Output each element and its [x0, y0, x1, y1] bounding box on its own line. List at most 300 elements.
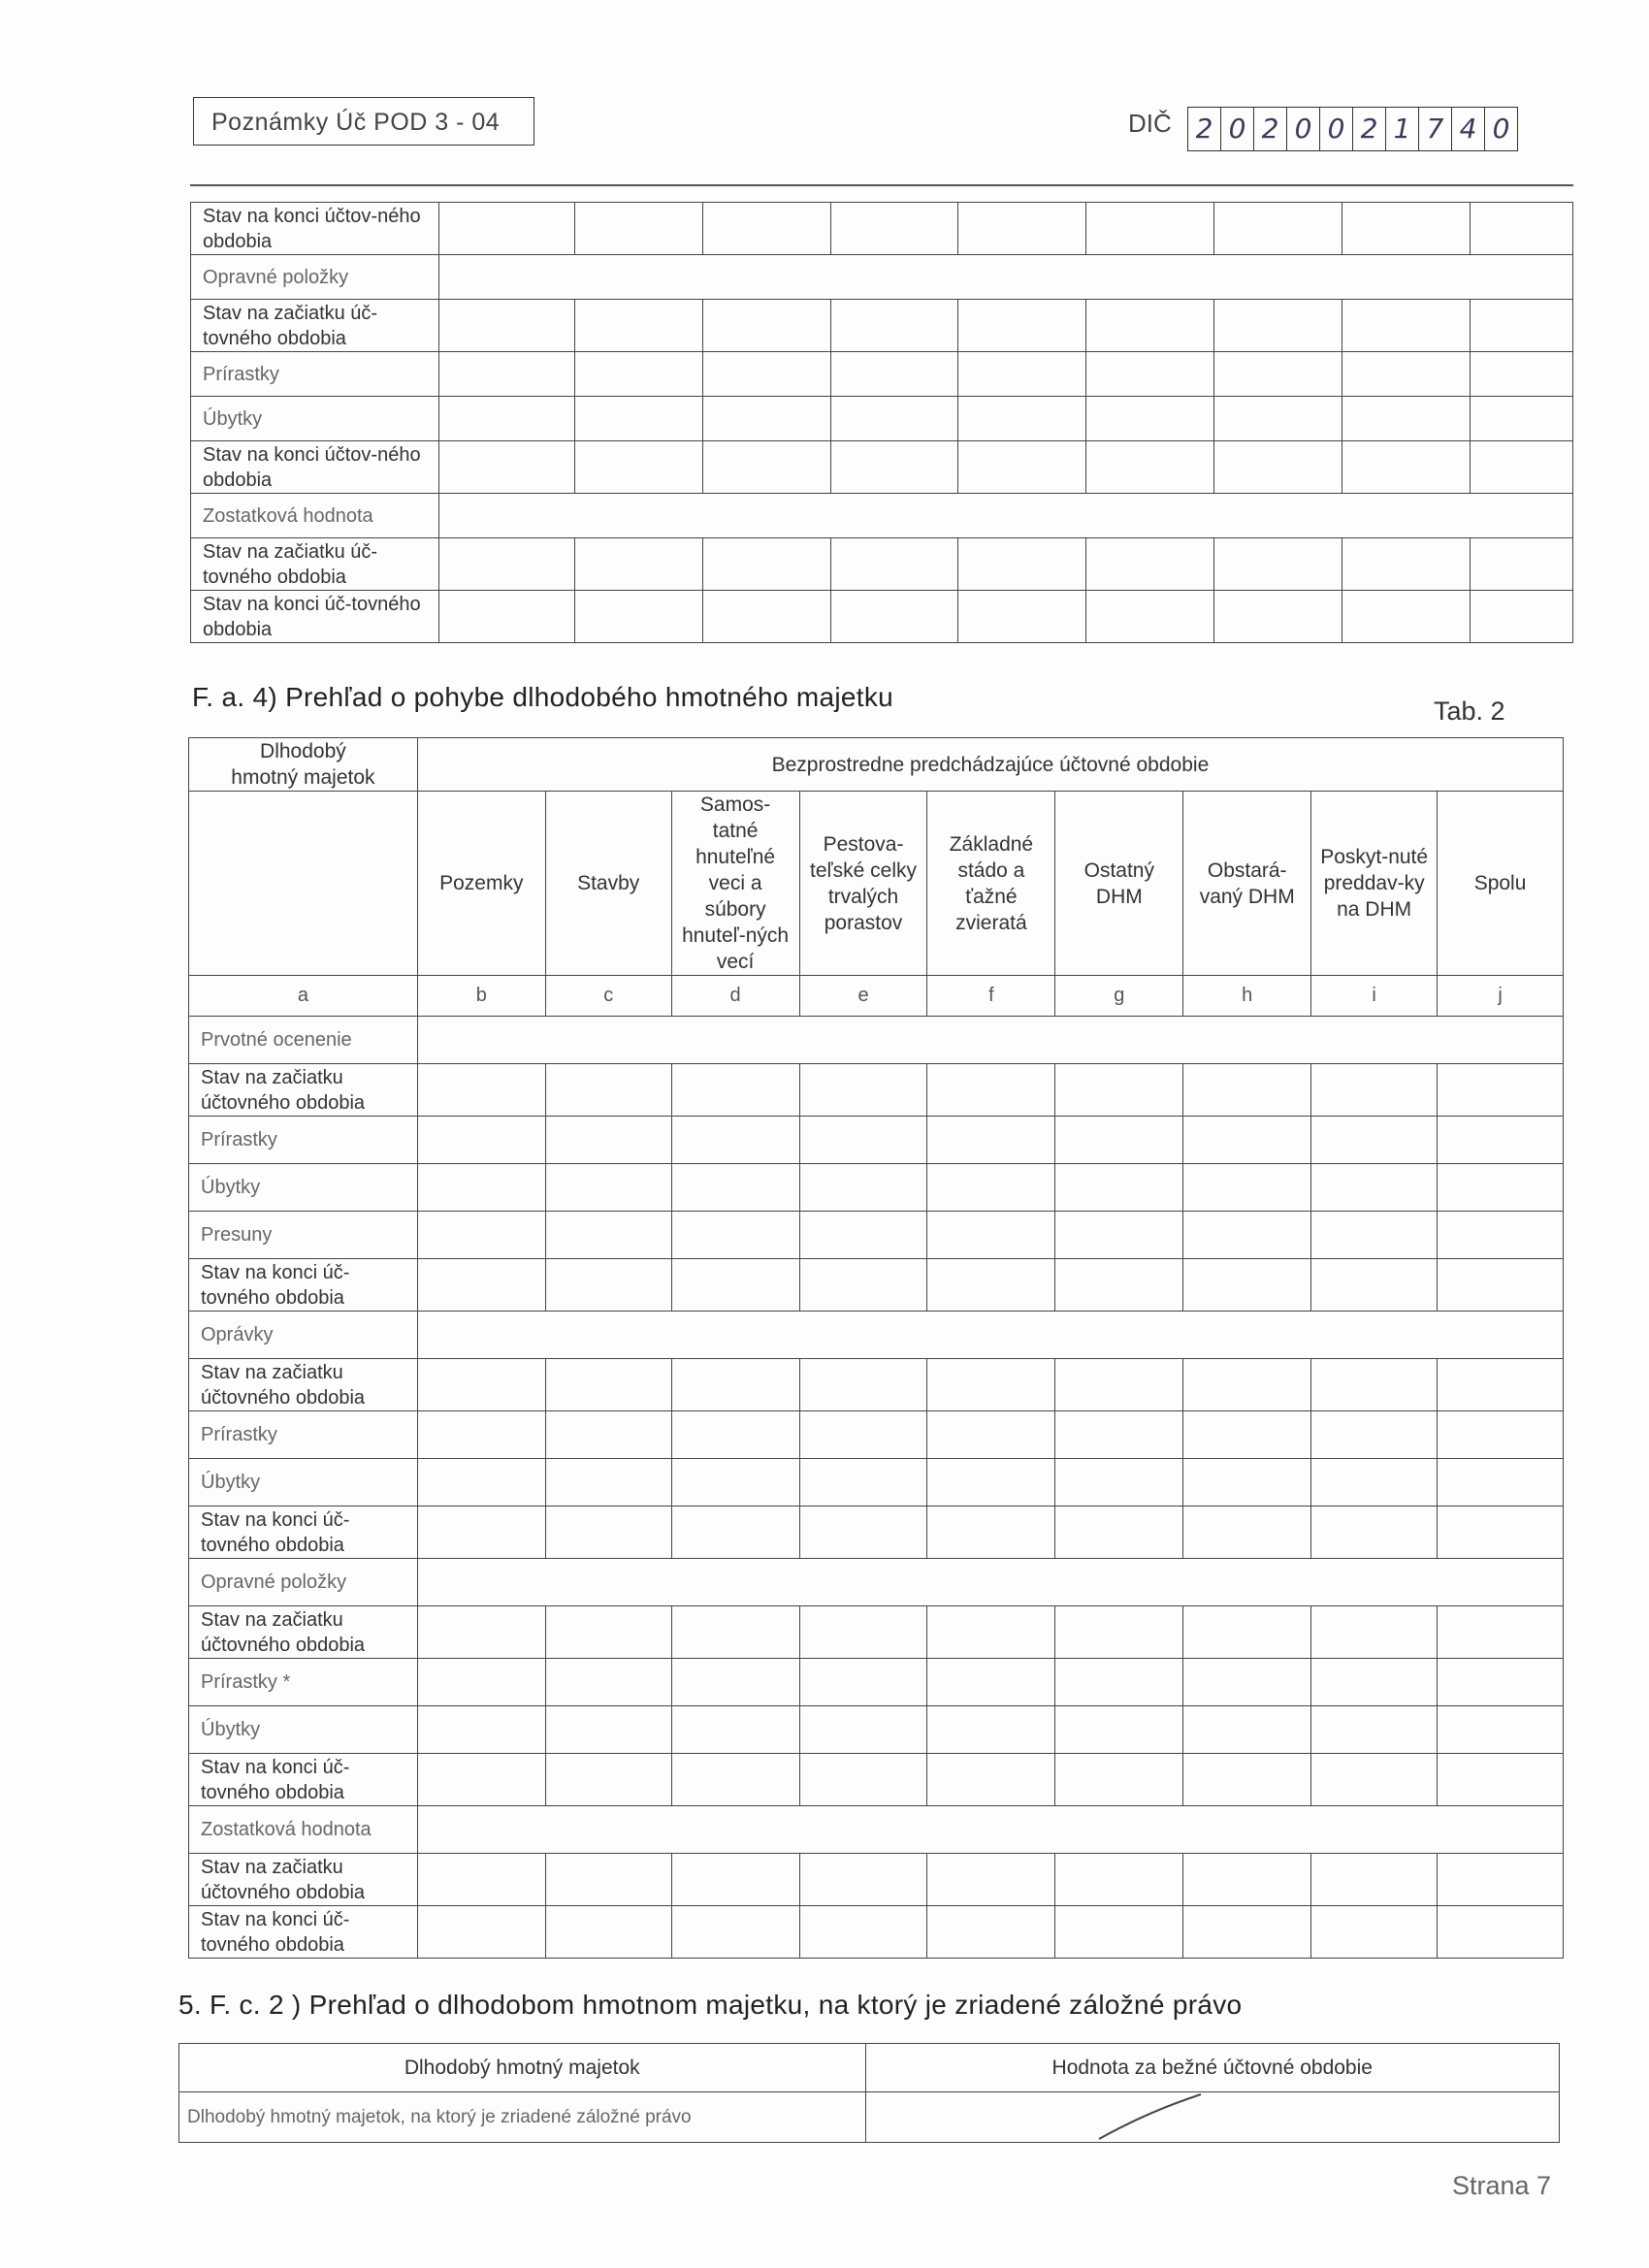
row-label: Oprávky	[189, 1312, 418, 1359]
pledge-table	[178, 2043, 1560, 2143]
value-cell[interactable]	[671, 1754, 799, 1806]
table-row	[189, 1906, 1564, 1959]
value-cell[interactable]	[958, 441, 1086, 494]
value-cell[interactable]	[1438, 1411, 1564, 1459]
value-cell[interactable]	[417, 1906, 545, 1959]
value-cell[interactable]	[671, 1459, 799, 1507]
value-cell[interactable]	[417, 1259, 545, 1312]
row-label: Zostatková hodnota	[189, 1806, 418, 1854]
value-cell[interactable]	[799, 1212, 927, 1259]
column-letter: d	[671, 976, 799, 1017]
value-cell[interactable]	[545, 1212, 671, 1259]
column-letter: e	[799, 976, 927, 1017]
value-cell[interactable]	[1311, 1507, 1438, 1559]
value-cell[interactable]	[1055, 1754, 1183, 1806]
value-cell[interactable]	[1342, 591, 1471, 643]
value-cell[interactable]	[799, 1064, 927, 1117]
value-cell[interactable]	[545, 1606, 671, 1659]
value-cell[interactable]	[702, 441, 830, 494]
value-cell[interactable]	[799, 1459, 927, 1507]
value-cell[interactable]	[1311, 1212, 1438, 1259]
value-cell[interactable]	[958, 591, 1086, 643]
value-cell[interactable]	[799, 1854, 927, 1906]
value-cell[interactable]	[1055, 1854, 1183, 1906]
value-cell[interactable]	[799, 1606, 927, 1659]
tab-label: Tab. 2	[1434, 697, 1505, 726]
value-cell[interactable]	[958, 397, 1086, 441]
value-cell[interactable]	[545, 1064, 671, 1117]
value-cell[interactable]	[1438, 1259, 1564, 1312]
row-label: Prírastky *	[189, 1659, 418, 1706]
section-cell	[417, 1806, 1563, 1854]
value-cell[interactable]	[671, 1064, 799, 1117]
table-row	[189, 1507, 1564, 1559]
table-row	[191, 203, 1573, 255]
value-cell[interactable]	[1471, 538, 1573, 591]
value-cell[interactable]	[1055, 1411, 1183, 1459]
table-row	[189, 1706, 1564, 1754]
value-cell[interactable]	[958, 538, 1086, 591]
value-cell[interactable]	[702, 203, 830, 255]
table-row	[191, 300, 1573, 352]
column-letter: f	[927, 976, 1055, 1017]
value-cell[interactable]	[1342, 538, 1471, 591]
value-cell[interactable]	[1214, 352, 1342, 397]
value-cell[interactable]	[927, 1606, 1055, 1659]
value-cell[interactable]	[1342, 397, 1471, 441]
row-label: Úbytky	[189, 1706, 418, 1754]
value-cell[interactable]	[671, 1659, 799, 1706]
value-cell[interactable]	[1055, 1064, 1183, 1117]
column-header: Poskyt-nuté preddav-ky na DHM	[1311, 792, 1438, 976]
value-cell[interactable]	[545, 1906, 671, 1959]
value-cell[interactable]	[1342, 352, 1471, 397]
value-cell[interactable]	[438, 352, 574, 397]
value-cell[interactable]	[417, 1706, 545, 1754]
value-cell[interactable]	[927, 1359, 1055, 1411]
value-cell[interactable]	[1311, 1359, 1438, 1411]
value-cell[interactable]	[1183, 1164, 1311, 1212]
value-cell[interactable]	[1311, 1411, 1438, 1459]
value-cell[interactable]	[574, 300, 702, 352]
table-row	[189, 1064, 1564, 1117]
value-cell[interactable]	[702, 300, 830, 352]
value-cell[interactable]	[1183, 1854, 1311, 1906]
value-cell[interactable]	[671, 1117, 799, 1164]
row-label: Presuny	[189, 1212, 418, 1259]
table-row	[189, 1854, 1564, 1906]
value-cell[interactable]	[1438, 1906, 1564, 1959]
value-cell[interactable]	[1055, 1507, 1183, 1559]
value-cell[interactable]	[1086, 203, 1214, 255]
value-cell[interactable]	[830, 397, 958, 441]
value-cell[interactable]	[1471, 203, 1573, 255]
value-cell[interactable]	[1438, 1706, 1564, 1754]
value-cell[interactable]	[702, 397, 830, 441]
dic-digit-cell[interactable]: 7	[1418, 108, 1451, 150]
value-cell[interactable]	[438, 591, 574, 643]
row-label: Stav na konci úč-tovného obdobia	[189, 1259, 418, 1312]
value-cell[interactable]	[799, 1659, 927, 1706]
value-cell[interactable]	[1183, 1459, 1311, 1507]
value-cell[interactable]	[927, 1064, 1055, 1117]
value-cell[interactable]	[1055, 1164, 1183, 1212]
section-f-title: F. a. 4) Prehľad o pohybe dlhodobého hmotného majetku	[192, 682, 893, 712]
value-cell[interactable]	[1055, 1259, 1183, 1312]
section-cell	[417, 1017, 1563, 1064]
value-cell[interactable]	[1183, 1659, 1311, 1706]
value-cell[interactable]	[830, 538, 958, 591]
value-cell[interactable]	[1438, 1507, 1564, 1559]
value-cell[interactable]	[927, 1117, 1055, 1164]
value-cell[interactable]	[574, 591, 702, 643]
row-label: Prírastky	[191, 352, 439, 397]
value-cell[interactable]	[1214, 441, 1342, 494]
value-cell[interactable]	[1471, 441, 1573, 494]
table-row	[189, 1806, 1564, 1854]
dic-digit-cell[interactable]: 0	[1286, 108, 1319, 150]
section-cell	[417, 1312, 1563, 1359]
row-label: Stav na začiatku účtovného obdobia	[189, 1359, 418, 1411]
value-cell[interactable]	[574, 397, 702, 441]
table-row	[189, 1359, 1564, 1411]
value-cell[interactable]	[545, 1754, 671, 1806]
form-label: Poznámky Úč POD 3 - 04	[193, 97, 534, 146]
value-cell[interactable]	[1055, 1659, 1183, 1706]
value-cell[interactable]	[417, 1064, 545, 1117]
value-cell[interactable]	[799, 1507, 927, 1559]
dhm-movement-table	[188, 737, 1564, 1959]
value-cell[interactable]	[1438, 1212, 1564, 1259]
row-label: Stav na konci účtov-ného obdobia	[191, 203, 439, 255]
value-cell[interactable]	[1311, 1706, 1438, 1754]
value-cell[interactable]	[1438, 1164, 1564, 1212]
value-cell[interactable]	[1183, 1359, 1311, 1411]
value-cell[interactable]	[830, 441, 958, 494]
column-header: Stavby	[545, 792, 671, 976]
value-cell[interactable]	[545, 1164, 671, 1212]
value-cell[interactable]	[799, 1754, 927, 1806]
dic-digit-cell[interactable]: 0	[1484, 108, 1517, 150]
column-header: Spolu	[1438, 792, 1564, 976]
value-cell[interactable]	[927, 1754, 1055, 1806]
row-label: Stav na konci účtov-ného obdobia	[191, 441, 439, 494]
value-cell[interactable]	[438, 397, 574, 441]
dic-digit-cell[interactable]: 2	[1352, 108, 1385, 150]
value-cell[interactable]	[1311, 1259, 1438, 1312]
table-row	[189, 1312, 1564, 1359]
value-cell[interactable]	[1183, 1754, 1311, 1806]
value-cell[interactable]	[671, 1411, 799, 1459]
value-cell[interactable]	[438, 538, 574, 591]
value-cell[interactable]	[1055, 1212, 1183, 1259]
value-cell[interactable]	[417, 1606, 545, 1659]
column-letter: a	[189, 976, 418, 1017]
value-cell[interactable]	[417, 1459, 545, 1507]
value-cell[interactable]	[1311, 1754, 1438, 1806]
value-cell[interactable]	[1086, 591, 1214, 643]
value-cell[interactable]	[545, 1259, 671, 1312]
value-cell[interactable]	[1183, 1507, 1311, 1559]
column-header: Pozemky	[417, 792, 545, 976]
value-cell[interactable]	[671, 1212, 799, 1259]
value-cell[interactable]	[417, 1659, 545, 1706]
value-cell[interactable]	[927, 1906, 1055, 1959]
value-cell[interactable]	[799, 1906, 927, 1959]
value-cell[interactable]	[671, 1507, 799, 1559]
pledge-value-cell[interactable]	[865, 2092, 1560, 2143]
value-cell[interactable]	[438, 300, 574, 352]
value-cell[interactable]	[1055, 1459, 1183, 1507]
column-letter: j	[1438, 976, 1564, 1017]
value-cell[interactable]	[1214, 397, 1342, 441]
value-cell[interactable]	[545, 1854, 671, 1906]
section-cell	[438, 494, 1572, 538]
dic-field[interactable]	[1187, 107, 1518, 151]
value-cell[interactable]	[1086, 397, 1214, 441]
value-cell[interactable]	[417, 1854, 545, 1906]
value-cell[interactable]	[927, 1259, 1055, 1312]
value-cell[interactable]	[574, 203, 702, 255]
value-cell[interactable]	[1438, 1459, 1564, 1507]
dic-digit-cell[interactable]: 0	[1220, 108, 1253, 150]
top-table	[190, 202, 1573, 643]
value-cell[interactable]	[545, 1359, 671, 1411]
value-cell[interactable]	[671, 1854, 799, 1906]
value-cell[interactable]	[671, 1906, 799, 1959]
value-cell[interactable]	[1086, 300, 1214, 352]
table-row	[189, 1606, 1564, 1659]
value-cell[interactable]	[1311, 1459, 1438, 1507]
value-cell[interactable]	[574, 441, 702, 494]
value-cell[interactable]	[927, 1659, 1055, 1706]
value-cell[interactable]	[1214, 300, 1342, 352]
value-cell[interactable]	[545, 1117, 671, 1164]
value-cell[interactable]	[1438, 1606, 1564, 1659]
value-cell[interactable]	[927, 1507, 1055, 1559]
value-cell[interactable]	[1183, 1212, 1311, 1259]
value-cell[interactable]	[799, 1259, 927, 1312]
value-cell[interactable]	[1311, 1659, 1438, 1706]
column-header: Základné stádo a ťažné zvieratá	[927, 792, 1055, 976]
value-cell[interactable]	[1183, 1259, 1311, 1312]
value-cell[interactable]	[1183, 1117, 1311, 1164]
column-letter: i	[1311, 976, 1438, 1017]
column-header: Samos-tatné hnuteľné veci a súbory hnuteľ-ných vecí	[671, 792, 799, 976]
row-label: Stav na konci úč-tovného obdobia	[189, 1754, 418, 1806]
table-row	[189, 1754, 1564, 1806]
value-cell[interactable]	[1471, 591, 1573, 643]
value-cell[interactable]	[830, 203, 958, 255]
value-cell[interactable]	[927, 1164, 1055, 1212]
row-label: Zostatková hodnota	[191, 494, 439, 538]
value-cell[interactable]	[830, 352, 958, 397]
section-5-title: 5. F. c. 2 ) Prehľad o dlhodobom hmotnom majetku, na ktorý je zriadené záložné právo	[178, 1990, 1243, 2020]
value-cell[interactable]	[1214, 591, 1342, 643]
value-cell[interactable]	[1183, 1706, 1311, 1754]
value-cell[interactable]	[1183, 1606, 1311, 1659]
value-cell[interactable]	[1055, 1706, 1183, 1754]
table-row	[191, 255, 1573, 300]
value-cell[interactable]	[1311, 1606, 1438, 1659]
table-row	[191, 352, 1573, 397]
column-header: Pestova-teľské celky trvalých porastov	[799, 792, 927, 976]
value-cell[interactable]	[545, 1411, 671, 1459]
value-cell[interactable]	[830, 591, 958, 643]
value-cell[interactable]	[1086, 441, 1214, 494]
value-cell[interactable]	[830, 300, 958, 352]
table-row	[191, 397, 1573, 441]
dic-digit-cell[interactable]: 1	[1385, 108, 1418, 150]
value-cell[interactable]	[1086, 352, 1214, 397]
value-cell[interactable]	[1438, 1854, 1564, 1906]
value-cell[interactable]	[927, 1706, 1055, 1754]
table-row	[189, 1559, 1564, 1606]
value-cell[interactable]	[417, 1212, 545, 1259]
value-cell[interactable]	[1438, 1754, 1564, 1806]
value-cell[interactable]	[927, 1212, 1055, 1259]
value-cell[interactable]	[574, 352, 702, 397]
pledge-row-label: Dlhodobý hmotný majetok, na ktorý je zriadené záložné právo	[179, 2092, 866, 2143]
head-dhm: Dlhodobý hmotný majetok	[189, 738, 418, 792]
row-label: Opravné položky	[189, 1559, 418, 1606]
value-cell[interactable]	[702, 591, 830, 643]
value-cell[interactable]	[1438, 1064, 1564, 1117]
value-cell[interactable]	[671, 1359, 799, 1411]
table-row	[191, 441, 1573, 494]
row-label: Prírastky	[189, 1117, 418, 1164]
table-row	[191, 591, 1573, 643]
value-cell[interactable]	[417, 1754, 545, 1806]
value-cell[interactable]	[1438, 1117, 1564, 1164]
row-label: Opravné položky	[191, 255, 439, 300]
value-cell[interactable]	[1471, 300, 1573, 352]
top-divider	[190, 184, 1573, 186]
value-cell[interactable]	[1055, 1606, 1183, 1659]
row-label: Stav na začiatku účtovného obdobia	[189, 1606, 418, 1659]
dic-digit-cell[interactable]: 0	[1319, 108, 1352, 150]
value-cell[interactable]	[671, 1706, 799, 1754]
head-period: Bezprostredne predchádzajúce účtovné obdobie	[417, 738, 1563, 792]
value-cell[interactable]	[438, 203, 574, 255]
value-cell[interactable]	[671, 1164, 799, 1212]
value-cell[interactable]	[1183, 1906, 1311, 1959]
dic-digit-cell[interactable]: 2	[1195, 113, 1213, 145]
column-letter: g	[1055, 976, 1183, 1017]
value-cell[interactable]	[417, 1117, 545, 1164]
value-cell[interactable]	[1438, 1359, 1564, 1411]
column-letter: c	[545, 976, 671, 1017]
table-row	[189, 1659, 1564, 1706]
value-cell[interactable]	[545, 1459, 671, 1507]
value-cell[interactable]	[1311, 1117, 1438, 1164]
value-cell[interactable]	[438, 441, 574, 494]
value-cell[interactable]	[545, 1659, 671, 1706]
value-cell[interactable]	[1055, 1906, 1183, 1959]
dic-digit-cell[interactable]: 4	[1451, 108, 1484, 150]
dic-label: DIČ	[1128, 109, 1172, 138]
value-cell[interactable]	[1214, 538, 1342, 591]
value-cell[interactable]	[927, 1459, 1055, 1507]
value-cell[interactable]	[927, 1411, 1055, 1459]
value-cell[interactable]	[702, 538, 830, 591]
value-cell[interactable]	[799, 1706, 927, 1754]
value-cell[interactable]	[799, 1359, 927, 1411]
value-cell[interactable]	[545, 1507, 671, 1559]
value-cell[interactable]	[1311, 1854, 1438, 1906]
value-cell[interactable]	[574, 538, 702, 591]
value-cell[interactable]	[671, 1606, 799, 1659]
column-letter: b	[417, 976, 545, 1017]
value-cell[interactable]	[958, 203, 1086, 255]
row-label: Úbytky	[189, 1164, 418, 1212]
table-row	[191, 538, 1573, 591]
value-cell[interactable]	[545, 1706, 671, 1754]
value-cell[interactable]	[1183, 1411, 1311, 1459]
row-label: Úbytky	[189, 1459, 418, 1507]
value-cell[interactable]	[1471, 352, 1573, 397]
column-header: Obstará-vaný DHM	[1183, 792, 1311, 976]
value-cell[interactable]	[958, 352, 1086, 397]
row-label: Úbytky	[191, 397, 439, 441]
table-row	[189, 1017, 1564, 1064]
table-row	[189, 1259, 1564, 1312]
value-cell[interactable]	[1342, 300, 1471, 352]
page-number: Strana 7	[1452, 2171, 1552, 2200]
value-cell[interactable]	[417, 1164, 545, 1212]
value-cell[interactable]	[1086, 538, 1214, 591]
row-label: Prírastky	[189, 1411, 418, 1459]
table-row	[189, 1459, 1564, 1507]
value-cell[interactable]	[1438, 1659, 1564, 1706]
value-cell[interactable]	[702, 352, 830, 397]
value-cell[interactable]	[671, 1259, 799, 1312]
row-label: Stav na konci úč-tovného obdobia	[191, 591, 439, 643]
table-row	[191, 494, 1573, 538]
dash-mark-icon	[866, 2092, 1561, 2143]
table-row	[189, 1212, 1564, 1259]
value-cell[interactable]	[927, 1854, 1055, 1906]
value-cell[interactable]	[799, 1164, 927, 1212]
value-cell[interactable]	[1311, 1906, 1438, 1959]
value-cell[interactable]	[1214, 203, 1342, 255]
value-cell[interactable]	[1055, 1117, 1183, 1164]
value-cell[interactable]	[1471, 397, 1573, 441]
row-label: Stav na konci úč-tovného obdobia	[189, 1507, 418, 1559]
value-cell[interactable]	[1311, 1064, 1438, 1117]
value-cell[interactable]	[1342, 203, 1471, 255]
value-cell[interactable]	[417, 1507, 545, 1559]
value-cell[interactable]	[417, 1359, 545, 1411]
table-row	[189, 1117, 1564, 1164]
value-cell[interactable]	[799, 1411, 927, 1459]
value-cell[interactable]	[1183, 1064, 1311, 1117]
value-cell[interactable]	[1055, 1359, 1183, 1411]
table-row	[189, 1411, 1564, 1459]
dic-digit-cell[interactable]: 2	[1253, 108, 1286, 150]
column-letter: h	[1183, 976, 1311, 1017]
value-cell[interactable]	[1342, 441, 1471, 494]
value-cell[interactable]	[417, 1411, 545, 1459]
row-label: Stav na začiatku úč-tovného obdobia	[191, 300, 439, 352]
row-label: Stav na začiatku účtovného obdobia	[189, 1854, 418, 1906]
value-cell[interactable]	[958, 300, 1086, 352]
table-row	[189, 1164, 1564, 1212]
value-cell[interactable]	[1311, 1164, 1438, 1212]
section-cell	[417, 1559, 1563, 1606]
column-header: Ostatný DHM	[1055, 792, 1183, 976]
value-cell[interactable]	[799, 1117, 927, 1164]
